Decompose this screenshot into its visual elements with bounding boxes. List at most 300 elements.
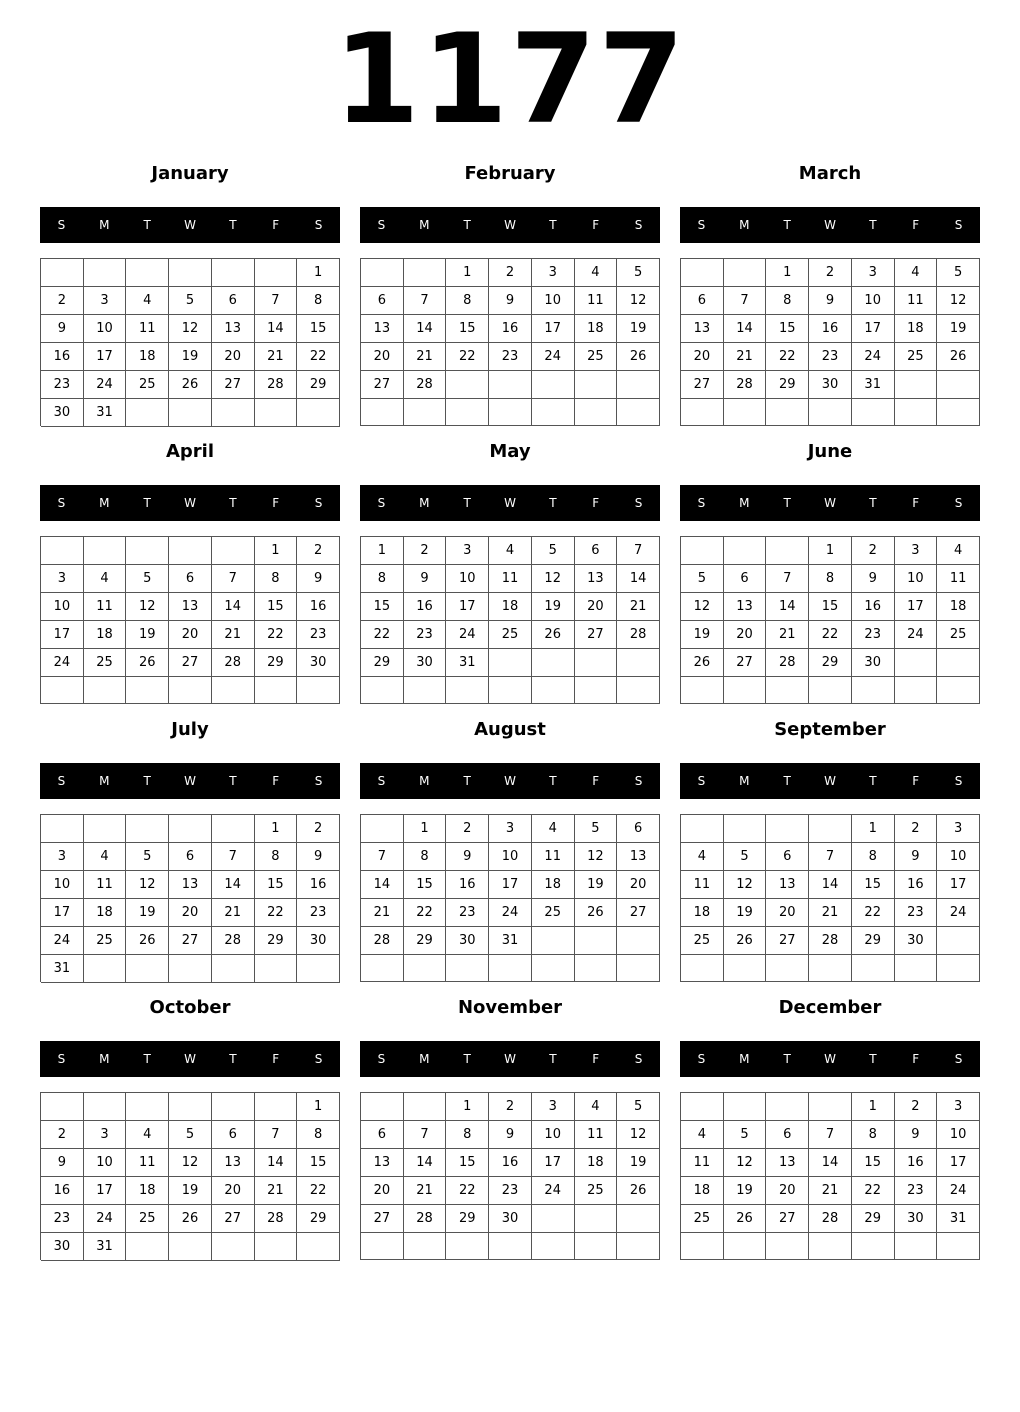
day-cell: 13: [361, 1149, 404, 1177]
weekday-label: S: [314, 774, 323, 788]
weekday-label: F: [912, 774, 920, 788]
empty-cell: [766, 399, 809, 426]
month-name: October: [149, 997, 231, 1018]
empty-cell: [297, 677, 340, 704]
day-cell: 20: [766, 1177, 809, 1205]
day-cell: 5: [724, 843, 767, 871]
weekday-label: T: [549, 496, 557, 510]
day-grid: [40, 814, 340, 982]
day-cell: 11: [489, 565, 532, 593]
day-cell: 20: [617, 871, 660, 899]
weekday-label: T: [143, 1052, 151, 1066]
month-name: May: [489, 441, 531, 462]
empty-cell: [84, 259, 127, 287]
day-cell: 6: [681, 287, 724, 315]
day-cell: 22: [404, 899, 447, 927]
empty-cell: [489, 955, 532, 982]
day-cell: 5: [617, 259, 660, 287]
day-cell: 13: [681, 315, 724, 343]
empty-cell: [852, 399, 895, 426]
day-cell: 26: [617, 1177, 660, 1205]
day-cell: 19: [126, 621, 169, 649]
day-cell: 20: [361, 343, 404, 371]
day-cell: 11: [84, 593, 127, 621]
day-cell: 15: [255, 871, 298, 899]
day-cell: 31: [41, 955, 84, 983]
empty-cell: [895, 371, 938, 399]
day-cell: 9: [404, 565, 447, 593]
day-cell: 25: [84, 649, 127, 677]
day-cell: 28: [212, 649, 255, 677]
day-cell: 12: [126, 593, 169, 621]
day-cell: 27: [575, 621, 618, 649]
day-cell: 8: [297, 1121, 340, 1149]
day-cell: 29: [446, 1205, 489, 1233]
day-cell: 3: [41, 565, 84, 593]
empty-cell: [404, 955, 447, 982]
day-cell: 4: [126, 287, 169, 315]
day-cell: 13: [575, 565, 618, 593]
day-cell: 8: [766, 287, 809, 315]
day-cell: 1: [404, 815, 447, 843]
month-name: February: [464, 163, 556, 184]
day-cell: 2: [404, 537, 447, 565]
empty-cell: [575, 955, 618, 982]
day-cell: 4: [532, 815, 575, 843]
weekday-label: W: [824, 218, 836, 232]
day-cell: 1: [297, 259, 340, 287]
empty-cell: [617, 955, 660, 982]
day-cell: 24: [852, 343, 895, 371]
weekday-label: F: [272, 1052, 280, 1066]
empty-cell: [169, 1233, 212, 1261]
day-cell: 13: [212, 315, 255, 343]
day-cell: 28: [404, 371, 447, 399]
day-cell: 24: [41, 927, 84, 955]
day-cell: 19: [937, 315, 980, 343]
day-cell: 30: [41, 399, 84, 427]
day-cell: 25: [575, 1177, 618, 1205]
day-cell: 9: [489, 287, 532, 315]
day-cell: 1: [852, 1093, 895, 1121]
day-cell: 27: [212, 1205, 255, 1233]
empty-cell: [724, 955, 767, 982]
day-cell: 2: [41, 287, 84, 315]
empty-cell: [575, 1233, 618, 1260]
weekday-label: M: [419, 496, 430, 510]
day-cell: 27: [169, 649, 212, 677]
day-cell: 17: [41, 621, 84, 649]
day-cell: 1: [297, 1093, 340, 1121]
day-cell: 21: [404, 1177, 447, 1205]
day-cell: 15: [766, 315, 809, 343]
weekday-label: M: [99, 1052, 110, 1066]
empty-cell: [766, 1093, 809, 1121]
day-cell: 13: [724, 593, 767, 621]
day-grid: [680, 536, 980, 704]
empty-cell: [532, 677, 575, 704]
day-cell: 13: [766, 1149, 809, 1177]
day-cell: 8: [255, 565, 298, 593]
empty-cell: [126, 815, 169, 843]
day-cell: 22: [446, 1177, 489, 1205]
day-cell: 17: [937, 871, 980, 899]
empty-cell: [212, 815, 255, 843]
empty-cell: [575, 649, 618, 677]
day-cell: 7: [212, 843, 255, 871]
weekday-label: T: [869, 218, 877, 232]
weekday-label: F: [912, 218, 920, 232]
weekday-label: S: [954, 774, 963, 788]
empty-cell: [126, 1233, 169, 1261]
weekday-label: S: [697, 218, 706, 232]
day-cell: 23: [895, 1177, 938, 1205]
day-cell: 29: [852, 927, 895, 955]
day-cell: 30: [809, 371, 852, 399]
day-cell: 6: [724, 565, 767, 593]
day-cell: 10: [937, 843, 980, 871]
day-cell: 18: [681, 1177, 724, 1205]
day-cell: 11: [575, 287, 618, 315]
day-cell: 25: [84, 927, 127, 955]
day-cell: 15: [297, 315, 340, 343]
day-cell: 24: [937, 899, 980, 927]
empty-cell: [255, 955, 298, 983]
empty-cell: [361, 399, 404, 426]
day-cell: 31: [84, 399, 127, 427]
day-cell: 20: [724, 621, 767, 649]
day-cell: 27: [212, 371, 255, 399]
day-cell: 26: [126, 649, 169, 677]
day-cell: 22: [852, 899, 895, 927]
weekday-label: T: [783, 218, 791, 232]
day-cell: 16: [41, 343, 84, 371]
day-cell: 28: [766, 649, 809, 677]
day-cell: 20: [681, 343, 724, 371]
day-cell: 10: [937, 1121, 980, 1149]
day-cell: 15: [809, 593, 852, 621]
empty-cell: [169, 259, 212, 287]
weekday-label: M: [419, 218, 430, 232]
empty-cell: [575, 1205, 618, 1233]
day-cell: 13: [617, 843, 660, 871]
day-cell: 14: [404, 315, 447, 343]
day-cell: 18: [84, 621, 127, 649]
empty-cell: [361, 1233, 404, 1260]
month-name: December: [778, 997, 882, 1018]
day-cell: 21: [809, 1177, 852, 1205]
day-cell: 14: [617, 565, 660, 593]
day-cell: 22: [255, 899, 298, 927]
day-cell: 3: [937, 1093, 980, 1121]
empty-cell: [126, 259, 169, 287]
day-cell: 4: [681, 843, 724, 871]
day-cell: 21: [212, 621, 255, 649]
day-cell: 17: [84, 1177, 127, 1205]
empty-cell: [681, 677, 724, 704]
weekday-label: S: [954, 1052, 963, 1066]
day-cell: 29: [361, 649, 404, 677]
empty-cell: [766, 1233, 809, 1260]
day-cell: 7: [404, 1121, 447, 1149]
empty-cell: [169, 399, 212, 427]
day-cell: 2: [895, 1093, 938, 1121]
weekday-label: F: [272, 774, 280, 788]
weekday-label: T: [783, 774, 791, 788]
empty-cell: [681, 259, 724, 287]
weekday-label: W: [184, 496, 196, 510]
empty-cell: [532, 955, 575, 982]
day-cell: 24: [446, 621, 489, 649]
day-cell: 22: [255, 621, 298, 649]
day-cell: 22: [852, 1177, 895, 1205]
weekday-label: T: [549, 774, 557, 788]
day-cell: 5: [169, 287, 212, 315]
day-cell: 27: [681, 371, 724, 399]
weekday-label: T: [783, 1052, 791, 1066]
day-cell: 28: [724, 371, 767, 399]
day-cell: 23: [895, 899, 938, 927]
empty-cell: [809, 955, 852, 982]
weekday-label: S: [377, 496, 386, 510]
empty-cell: [126, 1093, 169, 1121]
day-cell: 28: [617, 621, 660, 649]
day-cell: 2: [489, 259, 532, 287]
day-cell: 18: [532, 871, 575, 899]
day-cell: 11: [937, 565, 980, 593]
day-cell: 19: [169, 343, 212, 371]
day-cell: 8: [852, 1121, 895, 1149]
day-cell: 9: [41, 1149, 84, 1177]
day-cell: 26: [575, 899, 618, 927]
weekday-label: T: [549, 218, 557, 232]
day-cell: 16: [297, 593, 340, 621]
day-cell: 20: [169, 621, 212, 649]
day-cell: 5: [169, 1121, 212, 1149]
empty-cell: [361, 955, 404, 982]
empty-cell: [84, 955, 127, 983]
day-cell: 28: [361, 927, 404, 955]
empty-cell: [681, 955, 724, 982]
day-cell: 14: [361, 871, 404, 899]
day-cell: 6: [361, 287, 404, 315]
day-cell: 9: [809, 287, 852, 315]
day-cell: 21: [766, 621, 809, 649]
day-cell: 29: [255, 649, 298, 677]
empty-cell: [297, 399, 340, 427]
month-name: April: [165, 441, 215, 462]
day-cell: 8: [361, 565, 404, 593]
day-cell: 31: [852, 371, 895, 399]
day-cell: 4: [681, 1121, 724, 1149]
day-cell: 19: [126, 899, 169, 927]
day-cell: 1: [361, 537, 404, 565]
month-name: March: [798, 163, 862, 184]
day-cell: 24: [41, 649, 84, 677]
empty-cell: [937, 955, 980, 982]
day-cell: 18: [575, 315, 618, 343]
day-cell: 23: [41, 1205, 84, 1233]
empty-cell: [724, 677, 767, 704]
day-cell: 23: [489, 1177, 532, 1205]
empty-cell: [724, 537, 767, 565]
day-cell: 6: [169, 565, 212, 593]
month-name: September: [774, 719, 886, 740]
empty-cell: [617, 927, 660, 955]
day-cell: 14: [809, 871, 852, 899]
day-cell: 19: [169, 1177, 212, 1205]
weekday-header: [40, 763, 340, 799]
weekday-header: [680, 763, 980, 799]
day-cell: 17: [937, 1149, 980, 1177]
weekday-header: [360, 1041, 660, 1077]
empty-cell: [126, 677, 169, 704]
day-cell: 2: [297, 537, 340, 565]
weekday-label: S: [954, 496, 963, 510]
empty-cell: [532, 399, 575, 426]
weekday-label: W: [504, 218, 516, 232]
day-cell: 16: [895, 1149, 938, 1177]
empty-cell: [766, 815, 809, 843]
empty-cell: [617, 649, 660, 677]
empty-cell: [169, 1093, 212, 1121]
empty-cell: [404, 399, 447, 426]
day-cell: 4: [575, 1093, 618, 1121]
day-cell: 23: [297, 621, 340, 649]
day-cell: 16: [297, 871, 340, 899]
day-cell: 9: [895, 1121, 938, 1149]
day-cell: 7: [255, 1121, 298, 1149]
empty-cell: [41, 815, 84, 843]
empty-cell: [617, 371, 660, 399]
day-cell: 29: [255, 927, 298, 955]
empty-cell: [809, 1093, 852, 1121]
weekday-label: T: [143, 496, 151, 510]
day-cell: 6: [617, 815, 660, 843]
empty-cell: [617, 1205, 660, 1233]
empty-cell: [575, 399, 618, 426]
day-cell: 21: [724, 343, 767, 371]
empty-cell: [404, 677, 447, 704]
day-cell: 29: [852, 1205, 895, 1233]
day-cell: 24: [84, 371, 127, 399]
day-cell: 30: [489, 1205, 532, 1233]
day-cell: 9: [446, 843, 489, 871]
day-cell: 8: [297, 287, 340, 315]
empty-cell: [84, 815, 127, 843]
empty-cell: [766, 537, 809, 565]
weekday-label: S: [57, 774, 66, 788]
day-cell: 12: [169, 1149, 212, 1177]
weekday-label: T: [229, 1052, 237, 1066]
empty-cell: [532, 1233, 575, 1260]
day-cell: 6: [212, 1121, 255, 1149]
empty-cell: [361, 1093, 404, 1121]
weekday-label: T: [869, 774, 877, 788]
day-cell: 1: [446, 259, 489, 287]
empty-cell: [724, 815, 767, 843]
day-cell: 18: [84, 899, 127, 927]
weekday-label: W: [504, 496, 516, 510]
weekday-label: M: [739, 218, 750, 232]
day-cell: 14: [255, 1149, 298, 1177]
weekday-label: S: [57, 496, 66, 510]
empty-cell: [446, 677, 489, 704]
day-cell: 23: [297, 899, 340, 927]
day-cell: 23: [41, 371, 84, 399]
day-cell: 25: [489, 621, 532, 649]
weekday-label: F: [592, 496, 600, 510]
day-cell: 17: [446, 593, 489, 621]
month-name: July: [171, 719, 209, 740]
empty-cell: [489, 1233, 532, 1260]
day-cell: 12: [617, 287, 660, 315]
empty-cell: [681, 815, 724, 843]
day-cell: 15: [404, 871, 447, 899]
day-cell: 23: [404, 621, 447, 649]
day-cell: 28: [255, 1205, 298, 1233]
weekday-label: T: [463, 218, 471, 232]
day-cell: 25: [126, 1205, 169, 1233]
day-cell: 3: [84, 1121, 127, 1149]
empty-cell: [681, 399, 724, 426]
month-name: November: [457, 997, 563, 1018]
day-cell: 26: [681, 649, 724, 677]
month-name: January: [151, 163, 229, 184]
weekday-label: S: [57, 1052, 66, 1066]
day-grid: [40, 258, 340, 426]
day-cell: 11: [84, 871, 127, 899]
day-cell: 25: [126, 371, 169, 399]
day-cell: 28: [404, 1205, 447, 1233]
weekday-label: F: [592, 1052, 600, 1066]
day-cell: 3: [532, 1093, 575, 1121]
day-cell: 22: [297, 1177, 340, 1205]
month-name: August: [474, 719, 546, 740]
day-cell: 18: [126, 343, 169, 371]
day-cell: 12: [681, 593, 724, 621]
day-cell: 10: [84, 1149, 127, 1177]
day-grid: [360, 1092, 660, 1260]
day-cell: 8: [852, 843, 895, 871]
day-cell: 16: [809, 315, 852, 343]
day-cell: 3: [446, 537, 489, 565]
empty-cell: [937, 927, 980, 955]
day-cell: 10: [532, 1121, 575, 1149]
day-cell: 26: [169, 1205, 212, 1233]
empty-cell: [852, 677, 895, 704]
day-cell: 6: [361, 1121, 404, 1149]
weekday-header: [40, 485, 340, 521]
day-cell: 24: [489, 899, 532, 927]
weekday-label: F: [272, 218, 280, 232]
day-cell: 17: [895, 593, 938, 621]
weekday-label: S: [314, 496, 323, 510]
weekday-label: W: [184, 1052, 196, 1066]
weekday-header: [360, 207, 660, 243]
day-cell: 6: [766, 1121, 809, 1149]
empty-cell: [724, 259, 767, 287]
day-cell: 3: [895, 537, 938, 565]
weekday-label: T: [229, 496, 237, 510]
empty-cell: [169, 537, 212, 565]
empty-cell: [41, 677, 84, 704]
day-grid: [680, 258, 980, 426]
weekday-label: S: [377, 774, 386, 788]
day-cell: 16: [404, 593, 447, 621]
day-grid: [40, 1092, 340, 1260]
day-cell: 3: [84, 287, 127, 315]
